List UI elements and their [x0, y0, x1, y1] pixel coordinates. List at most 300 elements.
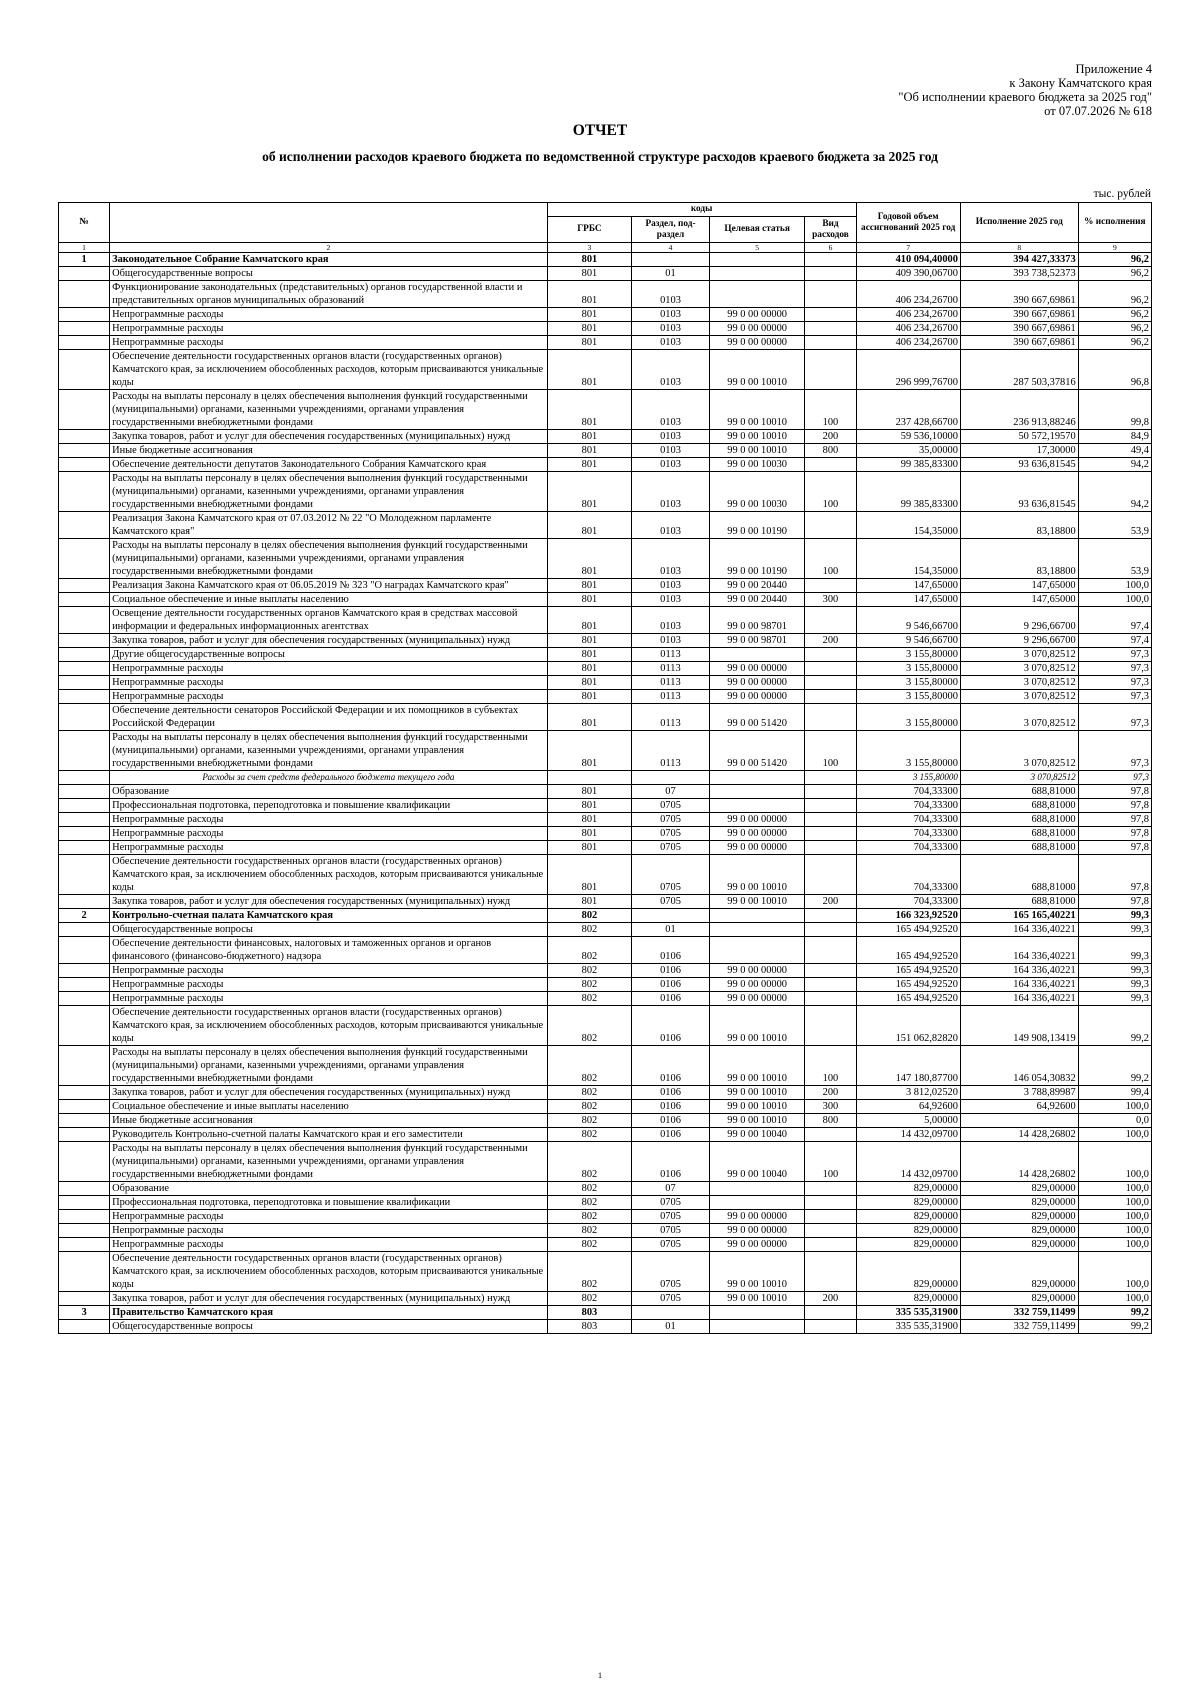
row-number: 1: [59, 253, 110, 267]
row-razdel: 0103: [632, 634, 710, 648]
row-percent: 100,0: [1078, 1224, 1151, 1238]
row-vid: [805, 1238, 856, 1252]
table-row: [59, 1142, 1152, 1182]
row-name: Реализация Закона Камчатского края от 07.03.2012 № 22 "О Молодежном парламенте Камчатского края": [110, 512, 548, 539]
row-annual-volume: 35,00000: [856, 444, 960, 458]
row-percent: 99,3: [1078, 909, 1151, 923]
row-name: Образование: [110, 785, 548, 799]
row-number: [59, 771, 110, 785]
row-vid: 100: [805, 1142, 856, 1182]
row-annual-volume: 410 094,40000: [856, 253, 960, 267]
row-celevaya: [709, 648, 805, 662]
row-name: Обеспечение деятельности депутатов Законодательного Собрания Камчатского края: [110, 458, 548, 472]
row-number: 3: [59, 1306, 110, 1320]
row-annual-volume: 14 432,09700: [856, 1128, 960, 1142]
row-vid: 300: [805, 593, 856, 607]
row-annual-volume: 704,33300: [856, 827, 960, 841]
row-celevaya: 99 0 00 10190: [709, 512, 805, 539]
row-razdel: 0103: [632, 322, 710, 336]
row-percent: 100,0: [1078, 1210, 1151, 1224]
row-celevaya: 99 0 00 10010: [709, 390, 805, 430]
row-razdel: 0103: [632, 390, 710, 430]
row-vid: [805, 458, 856, 472]
row-number: [59, 662, 110, 676]
row-vid: [805, 799, 856, 813]
row-percent: 99,2: [1078, 1306, 1151, 1320]
row-grbs: 801: [547, 390, 631, 430]
row-execution: 688,81000: [960, 841, 1078, 855]
row-celevaya: 99 0 00 10010: [709, 1006, 805, 1046]
row-number: [59, 267, 110, 281]
row-execution: 149 908,13419: [960, 1006, 1078, 1046]
col-number: 2: [110, 243, 548, 253]
row-annual-volume: 704,33300: [856, 855, 960, 895]
row-name: Непрограммные расходы: [110, 978, 548, 992]
row-number: [59, 336, 110, 350]
row-percent: 99,3: [1078, 937, 1151, 964]
row-annual-volume: 5,00000: [856, 1114, 960, 1128]
row-vid: [805, 992, 856, 1006]
row-execution: 64,92600: [960, 1100, 1078, 1114]
row-number: [59, 1128, 110, 1142]
table-row: [59, 909, 1152, 923]
row-annual-volume: 406 234,26700: [856, 336, 960, 350]
header-codes: коды: [547, 203, 856, 217]
row-vid: [805, 648, 856, 662]
expenditure-table: [58, 202, 1152, 1334]
row-number: [59, 1006, 110, 1046]
row-celevaya: 99 0 00 10040: [709, 1128, 805, 1142]
row-grbs: 802: [547, 1182, 631, 1196]
column-numbers-row: [59, 243, 1152, 253]
table-row: [59, 1086, 1152, 1100]
table-row: [59, 267, 1152, 281]
row-execution: 688,81000: [960, 855, 1078, 895]
row-celevaya: 99 0 00 51420: [709, 731, 805, 771]
row-razdel: 0106: [632, 992, 710, 1006]
row-vid: [805, 1224, 856, 1238]
table-row: [59, 1196, 1152, 1210]
row-celevaya: 99 0 00 10010: [709, 1100, 805, 1114]
row-execution: 688,81000: [960, 799, 1078, 813]
row-celevaya: 99 0 00 00000: [709, 964, 805, 978]
row-celevaya: [709, 1182, 805, 1196]
row-percent: 97,3: [1078, 676, 1151, 690]
row-percent: 99,2: [1078, 1046, 1151, 1086]
row-grbs: 801: [547, 350, 631, 390]
row-percent: 100,0: [1078, 1252, 1151, 1292]
row-grbs: 802: [547, 1292, 631, 1306]
row-grbs: 802: [547, 1128, 631, 1142]
row-number: [59, 964, 110, 978]
row-celevaya: 99 0 00 00000: [709, 676, 805, 690]
row-percent: 100,0: [1078, 1142, 1151, 1182]
table-row: [59, 634, 1152, 648]
table-row: [59, 1252, 1152, 1292]
row-annual-volume: 296 999,76700: [856, 350, 960, 390]
row-number: [59, 827, 110, 841]
row-celevaya: 99 0 00 98701: [709, 634, 805, 648]
table-body: [59, 253, 1152, 1334]
table-row: [59, 308, 1152, 322]
header-annual-volume: Годовой объем ассигнований 2025 год: [856, 203, 960, 243]
row-razdel: 0705: [632, 827, 710, 841]
row-celevaya: 99 0 00 10010: [709, 1292, 805, 1306]
header-celevaya: Целевая статья: [709, 217, 805, 243]
row-vid: [805, 978, 856, 992]
row-razdel: 0705: [632, 1292, 710, 1306]
row-percent: 96,2: [1078, 253, 1151, 267]
row-annual-volume: 3 155,80000: [856, 690, 960, 704]
row-percent: 97,8: [1078, 785, 1151, 799]
table-row: [59, 1320, 1152, 1334]
row-razdel: 0103: [632, 607, 710, 634]
row-grbs: 801: [547, 855, 631, 895]
row-grbs: 802: [547, 1252, 631, 1292]
row-razdel: 07: [632, 785, 710, 799]
row-annual-volume: 829,00000: [856, 1224, 960, 1238]
row-vid: [805, 253, 856, 267]
row-annual-volume: 829,00000: [856, 1292, 960, 1306]
row-percent: 96,2: [1078, 281, 1151, 308]
row-vid: 100: [805, 539, 856, 579]
row-grbs: 801: [547, 827, 631, 841]
table-row: [59, 923, 1152, 937]
row-razdel: 0705: [632, 895, 710, 909]
row-vid: [805, 607, 856, 634]
row-celevaya: 99 0 00 00000: [709, 1238, 805, 1252]
row-vid: [805, 281, 856, 308]
row-celevaya: 99 0 00 10040: [709, 1142, 805, 1182]
row-name: Социальное обеспечение и иные выплаты населению: [110, 1100, 548, 1114]
row-number: [59, 731, 110, 771]
row-razdel: [632, 771, 710, 785]
row-grbs: 802: [547, 992, 631, 1006]
row-number: [59, 458, 110, 472]
row-grbs: 803: [547, 1306, 631, 1320]
row-celevaya: [709, 1196, 805, 1210]
row-annual-volume: 3 155,80000: [856, 771, 960, 785]
row-execution: 829,00000: [960, 1252, 1078, 1292]
row-annual-volume: 3 155,80000: [856, 662, 960, 676]
units-label: тыс. рублей: [1093, 188, 1151, 200]
row-execution: 390 667,69861: [960, 336, 1078, 350]
row-name: Расходы на выплаты персоналу в целях обеспечения выполнения функций государственными (муниципальными) органами, казенными учреждениями, органами управления государственными внебюджетными фондами: [110, 1142, 548, 1182]
header-razdel: Раздел, под- раздел: [632, 217, 710, 243]
table-row: [59, 1046, 1152, 1086]
row-name: Реализация Закона Камчатского края от 06.05.2019 № 323 "О наградах Камчатского края": [110, 579, 548, 593]
row-annual-volume: 64,92600: [856, 1100, 960, 1114]
row-execution: 390 667,69861: [960, 308, 1078, 322]
row-razdel: 0705: [632, 1196, 710, 1210]
row-vid: [805, 1252, 856, 1292]
row-percent: 100,0: [1078, 593, 1151, 607]
row-vid: [805, 909, 856, 923]
row-grbs: [547, 771, 631, 785]
row-annual-volume: 165 494,92520: [856, 992, 960, 1006]
row-annual-volume: 165 494,92520: [856, 964, 960, 978]
header-no: №: [59, 203, 110, 243]
row-grbs: 802: [547, 1100, 631, 1114]
row-percent: 53,9: [1078, 512, 1151, 539]
row-grbs: 801: [547, 579, 631, 593]
row-celevaya: 99 0 00 00000: [709, 978, 805, 992]
row-annual-volume: 704,33300: [856, 895, 960, 909]
report-subtitle: об исполнении расходов краевого бюджета по ведомственной структуре расходов краевого бюджета за 2025 год: [262, 149, 938, 164]
row-name: Обеспечение деятельности государственных органов власти (государственных органов) Камчатского края, за исключением обособленных расходов, которым присваиваются уникальные коды: [110, 1252, 548, 1292]
row-name: Обеспечение деятельности финансовых, налоговых и таможенных органов и органов финансового (финансово-бюджетного) надзора: [110, 937, 548, 964]
row-execution: 688,81000: [960, 785, 1078, 799]
row-grbs: 801: [547, 539, 631, 579]
row-celevaya: [709, 909, 805, 923]
row-grbs: 801: [547, 512, 631, 539]
row-name: Расходы за счет средств федерального бюджета текущего года: [110, 771, 548, 785]
row-grbs: 802: [547, 978, 631, 992]
col-number: 3: [547, 243, 631, 253]
row-annual-volume: 3 155,80000: [856, 676, 960, 690]
row-grbs: 802: [547, 1210, 631, 1224]
row-grbs: 801: [547, 648, 631, 662]
row-annual-volume: 154,35000: [856, 512, 960, 539]
row-vid: [805, 855, 856, 895]
row-razdel: 0106: [632, 1114, 710, 1128]
row-celevaya: 99 0 00 10010: [709, 1086, 805, 1100]
table-row: [59, 1006, 1152, 1046]
table-row: [59, 1238, 1152, 1252]
row-number: [59, 841, 110, 855]
row-vid: [805, 923, 856, 937]
row-grbs: 801: [547, 336, 631, 350]
row-name: Непрограммные расходы: [110, 827, 548, 841]
row-grbs: 801: [547, 662, 631, 676]
table-row: [59, 1182, 1152, 1196]
row-annual-volume: 99 385,83300: [856, 472, 960, 512]
row-percent: 97,3: [1078, 771, 1151, 785]
row-vid: [805, 704, 856, 731]
row-percent: 97,4: [1078, 607, 1151, 634]
row-grbs: 801: [547, 676, 631, 690]
row-vid: [805, 350, 856, 390]
row-name: Закупка товаров, работ и услуг для обеспечения государственных (муниципальных) нужд: [110, 1292, 548, 1306]
row-number: [59, 1210, 110, 1224]
row-execution: 332 759,11499: [960, 1320, 1078, 1334]
row-celevaya: 99 0 00 10010: [709, 444, 805, 458]
row-annual-volume: 14 432,09700: [856, 1142, 960, 1182]
col-number: 8: [960, 243, 1078, 253]
col-number: 4: [632, 243, 710, 253]
row-vid: [805, 322, 856, 336]
row-name: Другие общегосударственные вопросы: [110, 648, 548, 662]
row-razdel: 0113: [632, 690, 710, 704]
row-number: [59, 430, 110, 444]
row-razdel: 0705: [632, 1210, 710, 1224]
row-annual-volume: 829,00000: [856, 1182, 960, 1196]
row-number: [59, 813, 110, 827]
row-percent: 100,0: [1078, 1238, 1151, 1252]
row-annual-volume: 147,65000: [856, 579, 960, 593]
row-percent: 96,2: [1078, 267, 1151, 281]
row-name: Правительство Камчатского края: [110, 1306, 548, 1320]
row-execution: 3 070,82512: [960, 731, 1078, 771]
row-percent: 97,8: [1078, 855, 1151, 895]
row-number: [59, 593, 110, 607]
row-percent: 96,2: [1078, 322, 1151, 336]
row-annual-volume: 704,33300: [856, 813, 960, 827]
row-razdel: 0103: [632, 593, 710, 607]
page-number: 1: [597, 1670, 603, 1680]
row-vid: 200: [805, 895, 856, 909]
row-celevaya: [709, 799, 805, 813]
appendix-block: [898, 62, 1152, 118]
row-razdel: 0705: [632, 855, 710, 895]
row-grbs: 802: [547, 1142, 631, 1182]
row-celevaya: 99 0 00 00000: [709, 841, 805, 855]
table-row: [59, 444, 1152, 458]
row-number: [59, 1196, 110, 1210]
row-grbs: 802: [547, 964, 631, 978]
row-percent: 94,2: [1078, 458, 1151, 472]
row-vid: [805, 1196, 856, 1210]
row-execution: 50 572,19570: [960, 430, 1078, 444]
row-grbs: 801: [547, 841, 631, 855]
row-vid: 100: [805, 731, 856, 771]
row-vid: [805, 308, 856, 322]
row-celevaya: [709, 771, 805, 785]
row-vid: [805, 964, 856, 978]
row-celevaya: 99 0 00 98701: [709, 607, 805, 634]
table-row: [59, 579, 1152, 593]
row-percent: 97,8: [1078, 813, 1151, 827]
table-row: [59, 281, 1152, 308]
row-name: Непрограммные расходы: [110, 690, 548, 704]
table-row: [59, 1210, 1152, 1224]
row-execution: 688,81000: [960, 813, 1078, 827]
row-celevaya: 99 0 00 00000: [709, 322, 805, 336]
row-razdel: 0113: [632, 648, 710, 662]
row-execution: 3 070,82512: [960, 771, 1078, 785]
row-razdel: 01: [632, 1320, 710, 1334]
row-percent: 97,4: [1078, 634, 1151, 648]
row-percent: 99,8: [1078, 390, 1151, 430]
row-name: Закупка товаров, работ и услуг для обеспечения государственных (муниципальных) нужд: [110, 430, 548, 444]
table-row: [59, 350, 1152, 390]
row-razdel: 07: [632, 1182, 710, 1196]
row-celevaya: 99 0 00 10010: [709, 1252, 805, 1292]
header-name: [110, 203, 548, 243]
row-vid: [805, 336, 856, 350]
table-row: [59, 472, 1152, 512]
row-annual-volume: 829,00000: [856, 1252, 960, 1292]
row-vid: [805, 841, 856, 855]
row-grbs: 802: [547, 1114, 631, 1128]
row-execution: 146 054,30832: [960, 1046, 1078, 1086]
row-execution: 9 296,66700: [960, 634, 1078, 648]
row-celevaya: 99 0 00 00000: [709, 992, 805, 1006]
table-row: [59, 841, 1152, 855]
row-vid: 200: [805, 1086, 856, 1100]
row-celevaya: [709, 1306, 805, 1320]
row-number: [59, 992, 110, 1006]
col-number: 6: [805, 243, 856, 253]
row-percent: 0,0: [1078, 1114, 1151, 1128]
row-name: Иные бюджетные ассигнования: [110, 444, 548, 458]
row-name: Непрограммные расходы: [110, 676, 548, 690]
table-row: [59, 731, 1152, 771]
header-grbs: ГРБС: [547, 217, 631, 243]
table-row: [59, 813, 1152, 827]
row-execution: 236 913,88246: [960, 390, 1078, 430]
row-annual-volume: 3 155,80000: [856, 648, 960, 662]
row-annual-volume: 151 062,82820: [856, 1006, 960, 1046]
table-row: [59, 978, 1152, 992]
table-row: [59, 662, 1152, 676]
row-percent: 100,0: [1078, 1292, 1151, 1306]
row-percent: 99,3: [1078, 978, 1151, 992]
row-celevaya: 99 0 00 10030: [709, 472, 805, 512]
row-celevaya: 99 0 00 00000: [709, 1210, 805, 1224]
table-row: [59, 785, 1152, 799]
row-percent: 99,4: [1078, 1086, 1151, 1100]
row-annual-volume: 409 390,06700: [856, 267, 960, 281]
row-name: Контрольно-счетная палата Камчатского края: [110, 909, 548, 923]
row-vid: 200: [805, 1292, 856, 1306]
row-number: [59, 978, 110, 992]
table-row: [59, 1224, 1152, 1238]
row-percent: 84,9: [1078, 430, 1151, 444]
row-grbs: 802: [547, 1224, 631, 1238]
table-row: [59, 390, 1152, 430]
row-number: 2: [59, 909, 110, 923]
row-execution: 829,00000: [960, 1210, 1078, 1224]
row-name: Иные бюджетные ассигнования: [110, 1114, 548, 1128]
row-execution: 93 636,81545: [960, 472, 1078, 512]
row-name: Непрограммные расходы: [110, 1224, 548, 1238]
row-razdel: [632, 909, 710, 923]
row-celevaya: [709, 785, 805, 799]
row-percent: 99,2: [1078, 1006, 1151, 1046]
row-name: Образование: [110, 1182, 548, 1196]
row-grbs: 802: [547, 1196, 631, 1210]
row-execution: 829,00000: [960, 1224, 1078, 1238]
row-annual-volume: 166 323,92520: [856, 909, 960, 923]
row-percent: 94,2: [1078, 472, 1151, 512]
row-execution: 3 070,82512: [960, 690, 1078, 704]
row-celevaya: 99 0 00 10190: [709, 539, 805, 579]
row-percent: 99,3: [1078, 923, 1151, 937]
row-percent: 97,3: [1078, 731, 1151, 771]
row-razdel: 01: [632, 267, 710, 281]
table-row: [59, 336, 1152, 350]
row-name: Непрограммные расходы: [110, 662, 548, 676]
row-name: Социальное обеспечение и иные выплаты населению: [110, 593, 548, 607]
row-annual-volume: 406 234,26700: [856, 308, 960, 322]
row-razdel: 0103: [632, 281, 710, 308]
row-grbs: 801: [547, 785, 631, 799]
row-grbs: 801: [547, 607, 631, 634]
row-annual-volume: 335 535,31900: [856, 1320, 960, 1334]
row-name: Освещение деятельности государственных органов Камчатского края в средствах массовой информации и федеральных информационных агентствах: [110, 607, 548, 634]
row-grbs: 802: [547, 1238, 631, 1252]
row-execution: 394 427,33373: [960, 253, 1078, 267]
row-annual-volume: 829,00000: [856, 1210, 960, 1224]
row-celevaya: 99 0 00 10010: [709, 1114, 805, 1128]
row-name: Руководитель Контрольно-счетной палаты Камчатского края и его заместители: [110, 1128, 548, 1142]
row-execution: 164 336,40221: [960, 923, 1078, 937]
table-header: [59, 203, 1152, 253]
row-celevaya: 99 0 00 00000: [709, 308, 805, 322]
row-name: Непрограммные расходы: [110, 322, 548, 336]
row-number: [59, 579, 110, 593]
